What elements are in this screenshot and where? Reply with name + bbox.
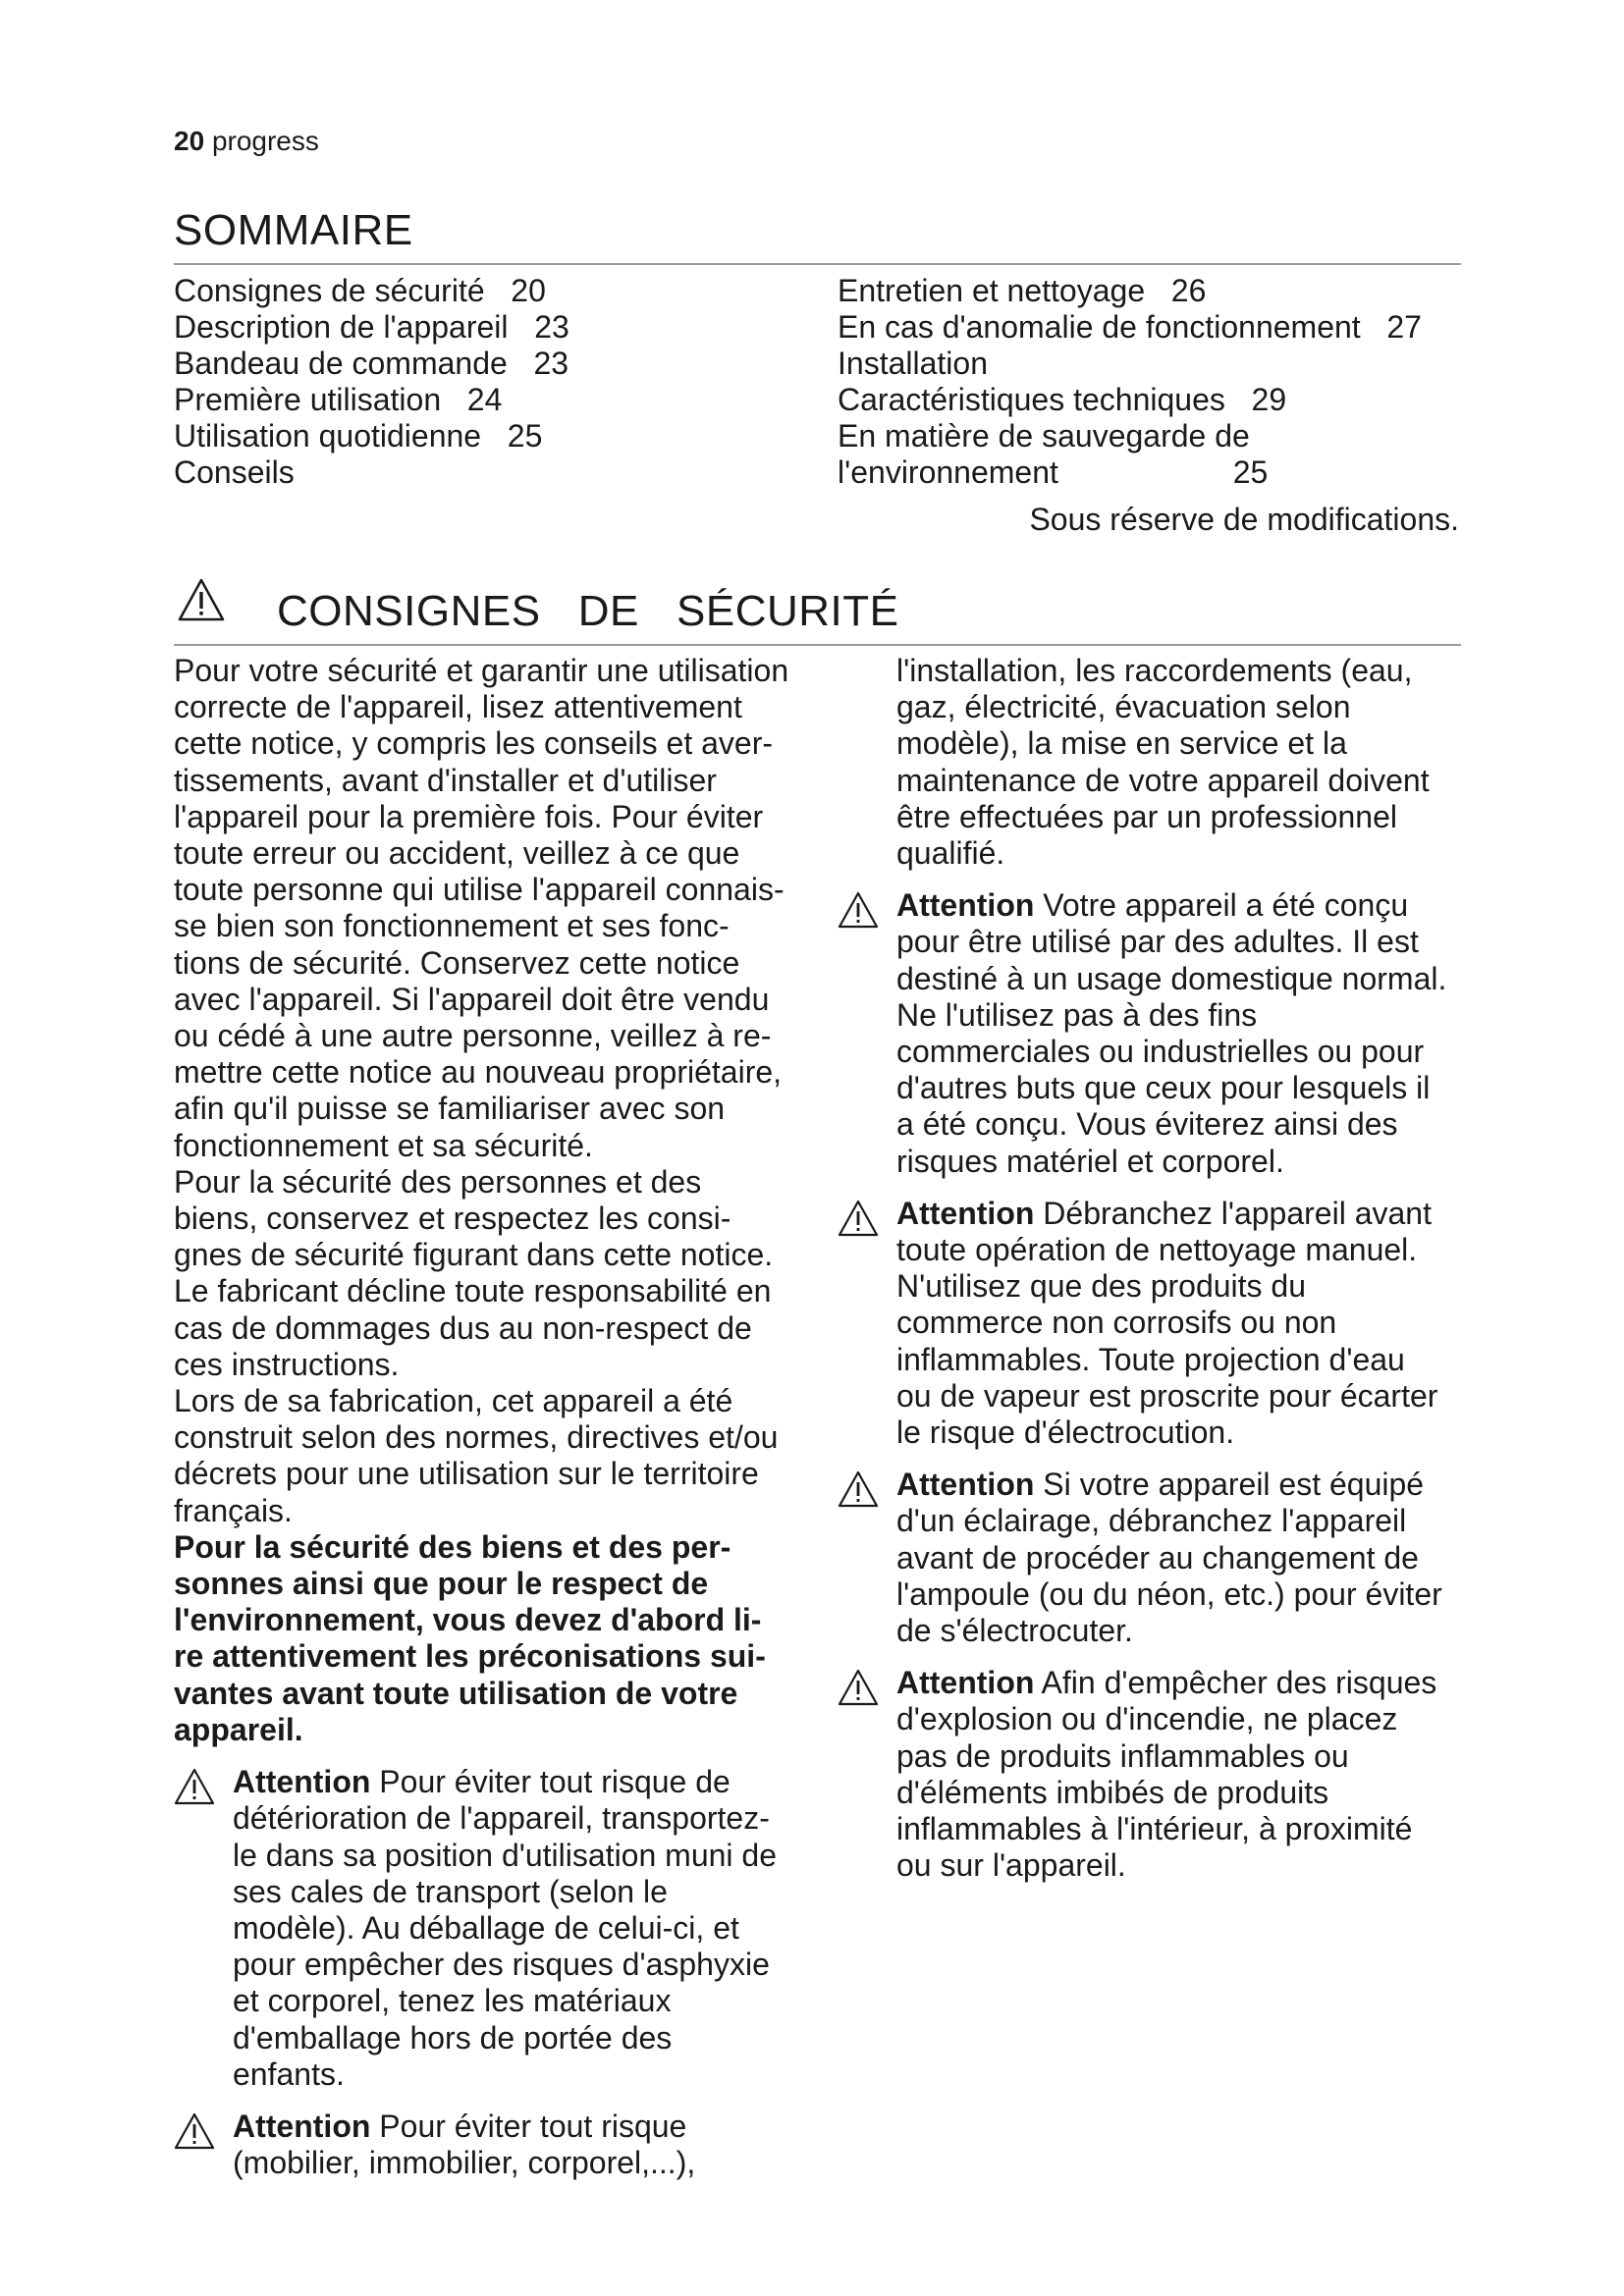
warning-block [838,1196,1466,1451]
safety-rule [174,644,1461,646]
warning-triangle-icon [177,577,226,622]
text-line: correcte de l'appareil, lisez attentivement [174,689,742,725]
text-line: commerce non corrosifs ou non [896,1305,1337,1341]
toc-item: En cas d'anomalie de fonctionnement 27 [838,309,1422,345]
warning-first-line [233,2109,812,2145]
attention-label: Attention [233,1764,371,1800]
toc-item: Première utilisation 24 [174,382,503,417]
toc-item: Description de l'appareil 23 [174,309,569,345]
warning-triangle-icon [838,1669,879,1706]
toc-item: Conseils [174,454,295,490]
attention-label: Attention [233,2108,371,2144]
summary-title: SOMMAIRE [174,206,413,254]
warning-triangle-icon [174,2112,215,2150]
summary-rule [174,263,1461,265]
text-line: ou sur l'appareil. [896,1847,1126,1884]
text-line: ses cales de transport (selon le [233,1873,668,1909]
text-line: pas de produits inflammables ou [896,1737,1349,1774]
text-line: d'emballage hors de portée des [233,2019,673,2056]
warning-text: Pour éviter tout risque [370,2108,687,2144]
text-line: l'environnement, vous devez d'abord li- [174,1602,762,1638]
safety-right-column [838,653,1466,1885]
bold-notice [174,1529,812,1748]
text-line: ou cédé à une autre personne, veillez à re- [174,1018,772,1054]
text-line: le dans sa position d'utilisation muni de [233,1837,777,1873]
text-line: avant de procéder au changement de [896,1539,1419,1575]
warning-first-line [896,1467,1466,1503]
text-line: l'installation, les raccordements (eau, [896,653,1413,688]
warning-text: Pour éviter tout risque de [370,1764,731,1800]
warning-block [174,2109,812,2181]
text-line: pour être utilisé par des adultes. Il est [896,924,1419,960]
warning-text: Votre appareil a été conçu [1034,887,1409,924]
toc-item: l'environnement 25 [838,454,1269,490]
text-line: être effectuées par un professionnel [896,798,1397,834]
text-line: d'explosion ou d'incendie, ne placez [896,1701,1398,1737]
attention-label: Attention [896,1195,1035,1231]
warning-text: Débranchez l'appareil avant [1034,1195,1432,1231]
text-line: pour empêcher des risques d'asphyxie [233,1947,770,1983]
text-line: inflammables. Toute projection d'eau [896,1341,1405,1377]
text-line: de s'électrocuter. [896,1613,1133,1649]
text-line: avec l'appareil. Si l'appareil doit être vendu [174,981,770,1017]
text-line: (mobilier, immobilier, corporel,...), [233,2145,696,2181]
text-line: modèle), la mise en service et la [896,725,1347,762]
text-line: Pour la sécurité des biens et des per- [174,1528,731,1565]
brand-name: progress [211,126,319,156]
attention-label: Attention [896,1467,1035,1503]
toc-item: Caractéristiques techniques 29 [838,382,1287,417]
warning-first-line [896,1665,1466,1701]
text-line: Lors de sa fabrication, cet appareil a été [174,1383,733,1419]
text-line: ou de vapeur est proscrite pour écarter [896,1377,1438,1414]
text-line: et corporel, tenez les matériaux [233,1983,672,2019]
text-line: Pour la sécurité des personnes et des [174,1163,702,1200]
text-line: appareil. [174,1711,303,1747]
warning-block [838,887,1466,1180]
text-line: construit selon des normes, directives et/ou [174,1419,779,1456]
warning-text: Afin d'empêcher des risques [1034,1665,1437,1701]
page-header [174,126,319,157]
warning-triangle-icon [838,891,879,929]
text-line: fonctionnement et sa sécurité. [174,1127,593,1163]
text-line: commerciales ou industrielles ou pour [896,1034,1425,1070]
text-line: toute personne qui utilise l'appareil connais- [174,872,785,908]
text-line: l'ampoule (ou du néon, etc.) pour éviter [896,1575,1442,1612]
text-line: enfants. [233,2056,345,2092]
text-line: vantes avant toute utilisation de votre [174,1675,738,1711]
toc-item: Utilisation quotidienne 25 [174,418,543,454]
text-line: détérioration de l'appareil, transportez- [233,1800,770,1837]
warning-triangle-icon [174,1768,215,1805]
text-line: risques matériel et corporel. [896,1143,1284,1179]
intro-paragraph [174,653,812,1529]
safety-title: CONSIGNES DE SÉCURITÉ [277,587,899,635]
text-line: qualifié. [896,835,1005,872]
text-line: gaz, électricité, évacuation selon [896,689,1351,725]
text-line: se bien son fonctionnement et ses fonc- [174,908,730,944]
safety-left-column [174,653,812,2181]
text-line: gnes de sécurité figurant dans cette notice. [174,1237,774,1273]
toc-item: En matière de sauvegarde de [838,418,1250,454]
warning-text: Si votre appareil est équipé [1034,1467,1425,1503]
toc-left [174,273,569,491]
warning-block [838,1665,1466,1884]
toc-item: Consignes de sécurité 20 [174,273,546,308]
text-line: afin qu'il puisse se familiariser avec son [174,1091,726,1127]
text-line: décrets pour une utilisation sur le territoire [174,1456,759,1492]
warning-triangle-icon [838,1200,879,1237]
text-line: d'éléments imbibés de produits [896,1774,1329,1810]
text-line: d'un éclairage, débranchez l'appareil [896,1503,1407,1539]
text-line: Ne l'utilisez pas à des fins [896,996,1258,1033]
text-line: le risque d'électrocution. [896,1415,1235,1451]
toc-item: Installation [838,346,988,381]
text-line: toute opération de nettoyage manuel. [896,1232,1418,1268]
text-line: ces instructions. [174,1346,400,1382]
warning-block [174,1764,812,2093]
text-line: a été conçu. Vous éviterez ainsi des [896,1106,1398,1143]
page-number: 20 [174,126,205,156]
attention-label: Attention [896,887,1035,924]
text-line: inflammables à l'intérieur, à proximité [896,1811,1413,1847]
text-line: tissements, avant d'installer et d'utiliser [174,762,717,798]
warning-continuation [838,653,1466,872]
toc-item: Entretien et nettoyage 26 [838,273,1207,308]
text-line: l'appareil pour la première fois. Pour éviter [174,798,764,834]
warning-triangle-icon [838,1470,879,1508]
text-line: d'autres buts que ceux pour lesquels il [896,1070,1431,1106]
attention-label: Attention [896,1665,1035,1701]
text-line: tions de sécurité. Conservez cette notice [174,944,740,981]
text-line: biens, conservez et respectez les consi- [174,1201,731,1237]
text-line: Le fabricant décline toute responsabilité en [174,1273,772,1309]
modifications-note: Sous réserve de modifications. [1029,502,1459,537]
text-line: français. [174,1492,293,1528]
toc-item: Bandeau de commande 23 [174,346,569,381]
text-line: sonnes ainsi que pour le respect de [174,1566,709,1602]
text-line: maintenance de votre appareil doivent [896,762,1430,798]
toc-right [838,273,1422,491]
text-line: cas de dommages dus au non-respect de [174,1309,752,1346]
warning-first-line [896,1196,1466,1232]
text-line: modèle). Au déballage de celui-ci, et [233,1909,739,1946]
text-line: mettre cette notice au nouveau propriétaire, [174,1054,783,1091]
warning-first-line [896,887,1466,924]
text-line: destiné à un usage domestique normal. [896,960,1447,996]
text-line: toute erreur ou accident, veillez à ce que [174,835,740,872]
text-line: cette notice, y compris les conseils et aver- [174,725,774,762]
text-line: Pour votre sécurité et garantir une utilisation [174,653,789,688]
text-line: re attentivement les préconisations sui- [174,1638,766,1675]
warning-first-line [233,1764,812,1800]
warning-block [838,1467,1466,1649]
text-line: N'utilisez que des produits du [896,1268,1307,1305]
